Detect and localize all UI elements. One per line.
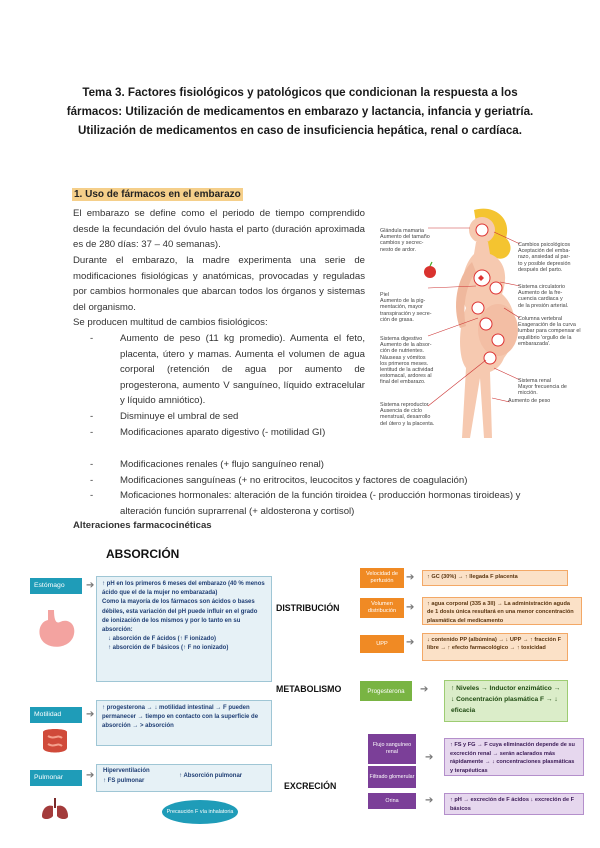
estomago-sub-1: ↓ absorción de F ácidos (↑ F ionizado) — [108, 636, 217, 643]
motilidad-label: Motilidad — [30, 707, 82, 723]
estomago-label: Estómago — [30, 578, 82, 594]
label-weight-gain: Aumento de peso — [508, 398, 551, 404]
pulmonar-text-2: ↑ FS pulmonar — [103, 778, 145, 784]
metabolismo-text: ↑ Niveles → Inductor enzimático → ↓ Concentración plasmática F → ↓ eficacia — [444, 680, 568, 722]
estomago-text-1: ↑ pH en los primeros 6 meses del embarazo (40 % menos ácido que el de la mujer no embarazada) — [102, 581, 265, 597]
label-skin: Piel Aumento de la pig- mentación, mayor transpiración y secre- ción de grasa. — [380, 292, 432, 323]
list-item: - Disminuye el umbral de sed — [90, 409, 365, 425]
distribucion-label-volumen: Volumen distribución — [360, 598, 404, 618]
arrow-icon: ➔ — [406, 572, 415, 583]
changes-list — [90, 331, 365, 440]
arrow-icon: ➔ — [86, 580, 95, 591]
excrecion-text-1: ↑ FS y FG → F cuya eliminación depende de su excreción renal → serán aclarados más rápidamente → ↓ concentraciones plasmáticas y terapéuticas — [444, 738, 584, 776]
estomago-sub-2: ↑ absorción de F básicos (↑ F no ionizado) — [108, 645, 229, 652]
excrecion-label-filtrado: Filtrado glomerular — [368, 766, 416, 788]
arrow-icon: ➔ — [86, 709, 95, 720]
precaucion-badge: Precaución F vía inhalatoria — [162, 800, 238, 824]
excrecion-title: EXCRECIÓN — [284, 781, 337, 791]
distribucion-text-volumen: ↑ agua corporal (335 a 3ll) → La administración aguda de 1 dosis única resultará en una menor concentración plasmática del medicamento — [422, 597, 582, 625]
arrow-icon: ➔ — [425, 795, 434, 806]
label-mammary-gland: Glándula mamaria Aumento del tamaño cambios y secrec- nesto de ardor. — [380, 228, 430, 253]
section-heading: 1. Uso de fármacos en el embarazo — [74, 189, 241, 200]
motilidad-box: ↑ progesterona → ↓ motilidad intestinal → F pueden permanecer → tiempo en contacto con la superficie de absorción → > absorción — [96, 700, 272, 746]
label-spine: Columna vertebral Exageración de la curva lumbar para compensar el equilibrio 'orgullo de la embarazada'. — [518, 316, 581, 347]
arrow-icon: ➔ — [406, 602, 415, 613]
distribucion-label-upp: UPP — [360, 635, 404, 653]
pregnancy-infographic — [370, 208, 581, 450]
changes-list-wide — [90, 457, 540, 519]
label-renal: Sistema renal Mayor frecuencia de micción. — [518, 378, 567, 397]
intestine-icon — [40, 728, 70, 754]
metabolismo-title: METABOLISMO — [276, 684, 342, 694]
label-reproductive: Sistema reproductor Ausencia de ciclo menstrual, desarrollo del útero y la placenta. — [380, 402, 435, 427]
page-title: Tema 3. Factores fisiológicos y patológicos que condicionan la respuesta a los fármacos: Utilización de medicamentos en embarazo y lactancia, infancia y geriatría. Utilización de medicamentos en caso de insuficiencia hepática, renal o cardíaca. — [66, 86, 534, 137]
arrow-icon: ➔ — [425, 752, 434, 763]
pulmonar-label: Pulmonar — [30, 770, 82, 786]
pharmacokinetics-heading: Alteraciones farmacocinéticas — [73, 520, 212, 531]
stomach-icon — [34, 608, 76, 650]
arrow-icon: ➔ — [406, 637, 415, 648]
label-digestive: Sistema digestivo Aumento de la absor- ción de nutrientes. Náuseas y vómitos los primeros meses. lentitud de la actividad estomacal, ardores al final del embarazo. — [380, 336, 434, 386]
label-psychological: Cambios psicológicos Aceptación del emba- razo, ansiedad al par- to y posible depresión después del parto. — [518, 242, 571, 273]
absorcion-title: ABSORCIÓN — [106, 547, 180, 561]
distribucion-label-perfusion: Velocidad de perfusión — [360, 568, 404, 588]
pulmonar-result: ↑ Absorción pulmonar — [179, 773, 243, 779]
estomago-text-2: Como la mayoría de los fármacos son ácidos o bases débiles, esta variación del pH puede influir en el grado de ionización de los mismos y por lo tanto en su absorción: — [102, 599, 258, 634]
paragraph-intro-list: Se producen multitud de cambios fisiológicos: — [73, 317, 268, 328]
distribucion-text-upp: ↓ contenido PP (albúmina) → ↓ UPP → ↑ fracción F libre → ↑ efecto farmacológico → ↑ toxicidad — [422, 633, 568, 661]
paragraph-definition: El embarazo se define como el periodo de tiempo comprendido desde la fecundación del óvulo hasta el parto (duración aproximada es de 280 días: 37 – 40 semanas). — [73, 208, 365, 251]
metabolismo-label: Progesterona — [360, 681, 412, 701]
excrecion-label-flujo: Flujo sanguíneo renal — [368, 734, 416, 764]
list-item: - Moficaciones hormonales: alteración de la función tiroidea (- producción hormonas tiroideas) y alteración función suprarrenal (+ aldosterona y cortisol) — [90, 488, 540, 519]
estomago-box — [96, 576, 272, 682]
arrow-icon: ➔ — [86, 770, 95, 781]
paragraph-changes: Durante el embarazo, la madre experimenta una serie de modificaciones fisiológicas y anatómicas, provocadas y reguladas por cambios hormonales que abarcan todos los órganos y sistemas del organismo. — [73, 255, 365, 313]
distribucion-title: DISTRIBUCIÓN — [276, 603, 340, 613]
pulmonar-text-1: Hiperventilación — [103, 768, 150, 774]
excrecion-label-orina: Orina — [368, 793, 416, 809]
excrecion-text-orina: ↑ pH → excreción de F ácidos ↓ excreción de F básicos — [444, 793, 584, 815]
list-item: - Modificaciones renales (+ flujo sanguíneo renal) — [90, 457, 540, 473]
list-item: - Aumento de peso (11 kg promedio). Aumenta el feto, placenta, útero y mamas. Aumenta el volumen de agua corporal (retención de agua por aumento de progesterona, aumento V sanguíneo, líquido extracelular y líquido amniótico). — [90, 331, 365, 409]
label-circulatory: Sistema circulatorio Aumento de la fre- cuencia cardiaca y de la presión arterial. — [518, 284, 569, 309]
list-item: - Modificaciones sanguíneas (+ no eritrocitos, leucocitos y factores de coagulación) — [90, 473, 540, 489]
distribucion-text-perfusion: ↑ GC (30%) → ↑ llegada F placenta — [422, 570, 568, 586]
pulmonar-box — [96, 764, 272, 792]
list-item: - Modificaciones aparato digestivo (- motilidad GI) — [90, 425, 365, 441]
arrow-icon: ➔ — [420, 684, 429, 695]
lungs-icon — [40, 796, 70, 820]
